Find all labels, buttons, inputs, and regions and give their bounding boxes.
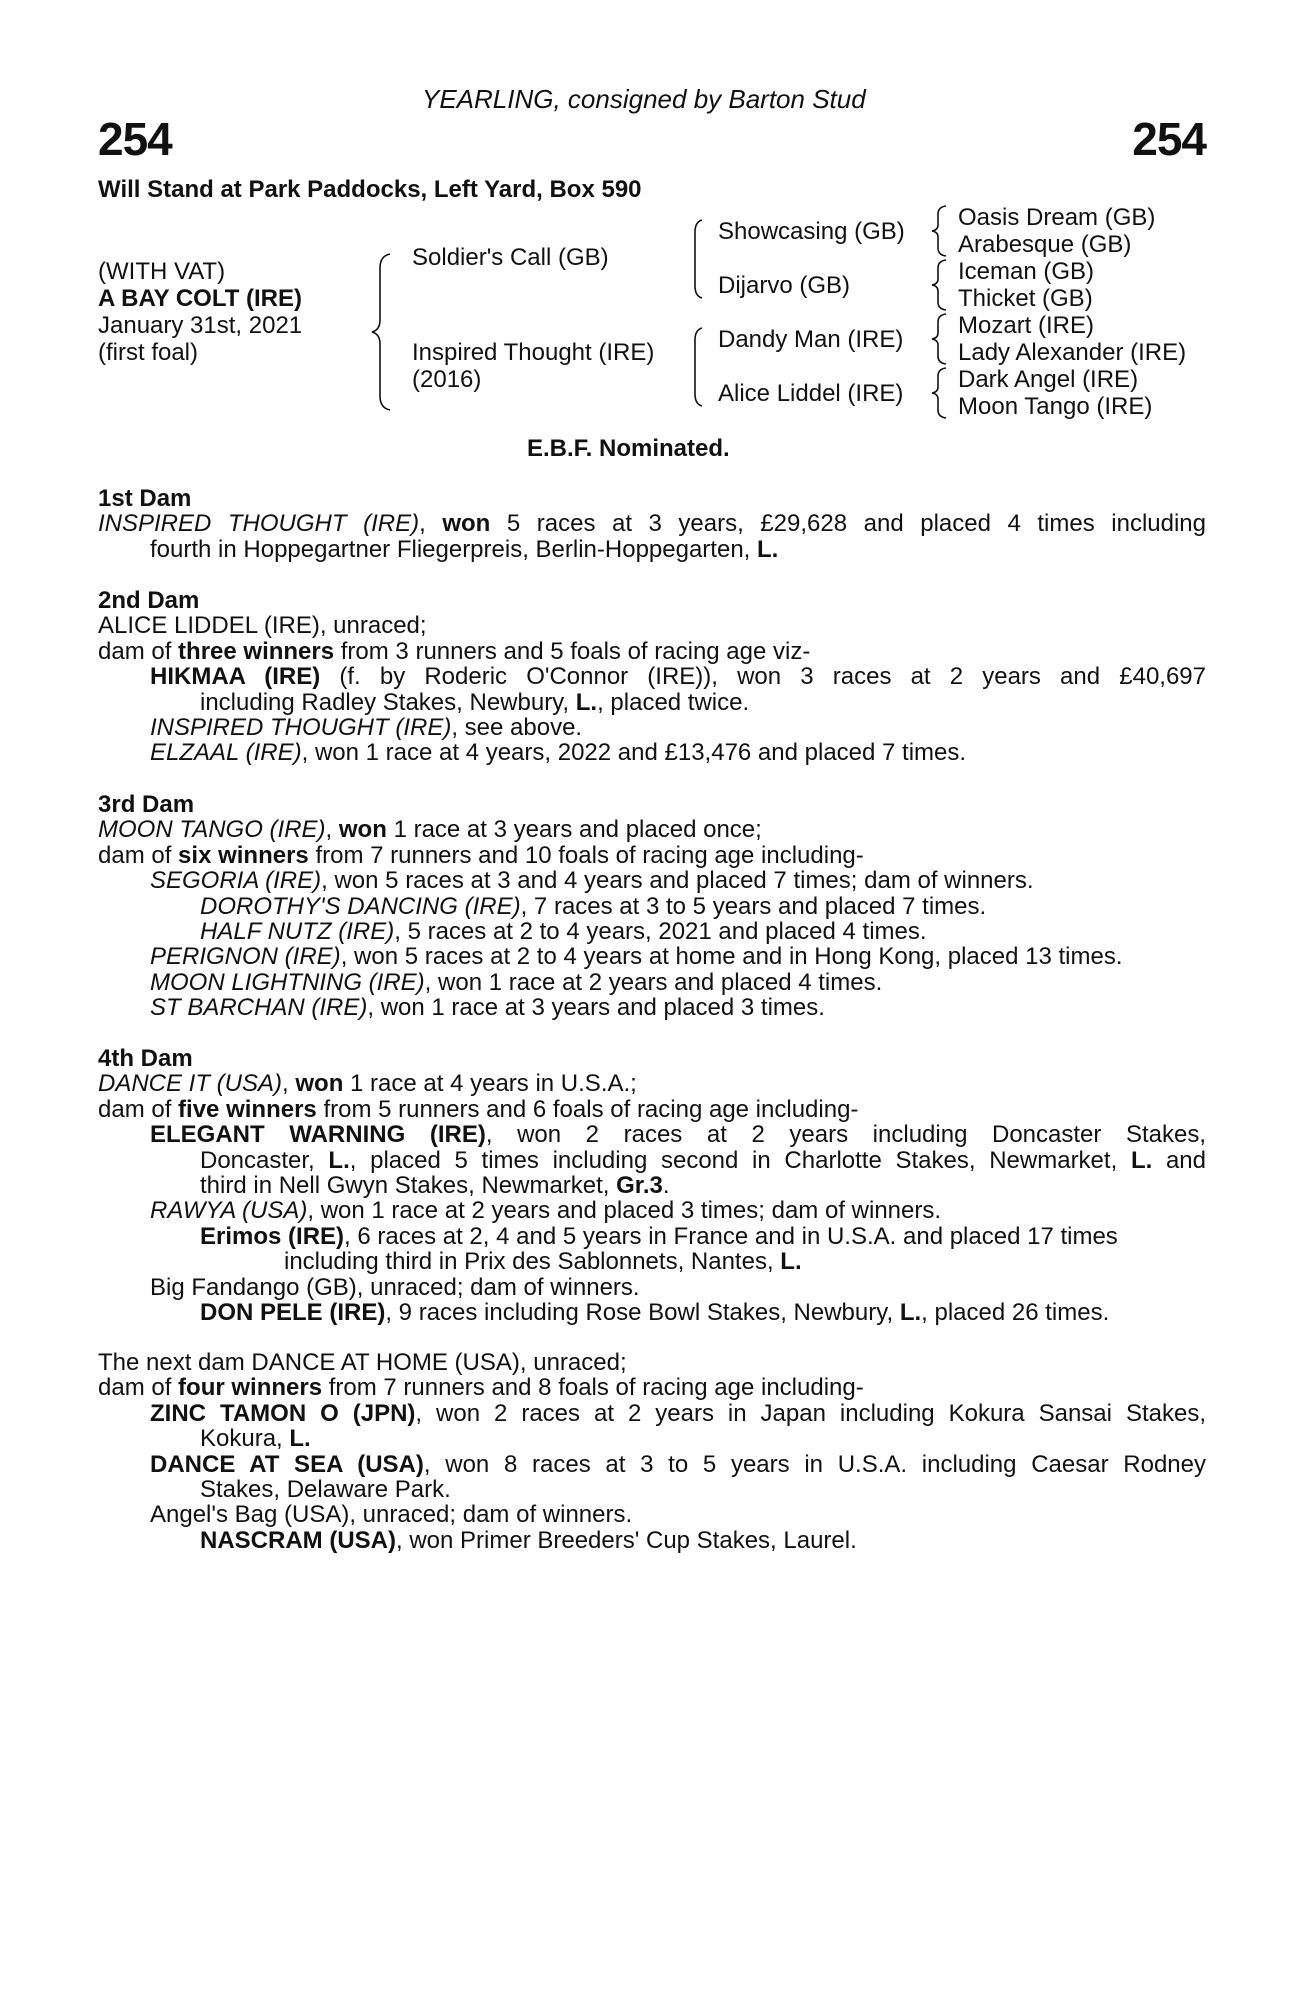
perignon-line xyxy=(98,944,1206,969)
won-label: won xyxy=(338,816,387,844)
fourth-dam-name: DANCE IT (USA) xyxy=(98,1070,283,1098)
don-pele-text1: , 9 races including Rose Bowl Stakes, Newbury, xyxy=(385,1299,894,1327)
third-dam-damof xyxy=(98,843,1206,868)
hikmaa-text2b: , placed twice. xyxy=(597,688,750,716)
elegant-text2b: , placed 5 times including second in Charlotte Stakes, Newmarket, xyxy=(349,1146,1118,1174)
third-dam-name: MOON TANGO (IRE) xyxy=(98,816,326,844)
hikmaa-text1: (f. by Roderic O'Connor (IRE)), won 3 races at 2 years and £40,697 xyxy=(339,663,1207,691)
das-text1: , won 8 races at 3 to 5 years in U.S.A. including Caesar Rodney xyxy=(423,1450,1206,1478)
don-pele-line xyxy=(98,1300,1206,1325)
perignon-name: PERIGNON (IRE) xyxy=(150,943,341,971)
perignon-text: , won 5 races at 2 to 4 years at home and in Hong Kong, placed 13 times. xyxy=(340,943,1123,971)
das-line1 xyxy=(98,1452,1206,1477)
listed-marker: L. xyxy=(780,1248,802,1276)
won-label: won xyxy=(442,510,491,538)
elegant-text2a: Doncaster, xyxy=(200,1146,315,1174)
won-label: won xyxy=(295,1070,344,1098)
das-name: DANCE AT SEA (USA) xyxy=(150,1450,424,1478)
first-dam-text1: 5 races at 3 years, £29,628 and placed 4 times including xyxy=(506,510,1206,538)
bracket-sire xyxy=(695,220,702,298)
group-marker: Gr.3 xyxy=(616,1172,663,1200)
comma: , xyxy=(325,816,333,844)
horse-name: A BAY COLT (IRE) xyxy=(98,285,303,312)
vat-note: (WITH VAT) xyxy=(98,258,226,285)
dam-dam: Alice Liddel (IRE) xyxy=(718,380,904,407)
don-pele-text2: , placed 26 times. xyxy=(921,1299,1110,1327)
listed-marker: L. xyxy=(899,1299,922,1327)
ebf-nomination: E.B.F. Nominated. xyxy=(527,435,730,462)
second-dam-line1: ALICE LIDDEL (IRE), unraced; xyxy=(98,612,427,640)
winners-count: four winners xyxy=(178,1374,323,1402)
second-dam-damof xyxy=(98,639,1206,664)
dorothy-line xyxy=(98,894,1206,919)
st-barchan-name: ST BARCHAN (IRE) xyxy=(150,994,368,1022)
elzaal-line xyxy=(98,740,1206,765)
dorothy-name: DOROTHY'S DANCING (IRE) xyxy=(200,892,521,920)
third-dam-text: 1 race at 3 years and placed once; xyxy=(393,816,762,844)
first-dam-line1: INSPIRED THOUGHT (IRE), won 5 races at 3 years, £29,628 and placed 4 times including xyxy=(98,510,1206,538)
st-barchan-text: , won 1 race at 3 years and placed 3 times. xyxy=(367,994,825,1022)
third-dam-section xyxy=(98,792,1206,1021)
fourth-dam-damof xyxy=(98,1097,1206,1122)
first-dam-heading: 1st Dam xyxy=(98,485,192,512)
bracket-gg4 xyxy=(932,368,946,418)
ggp-5: Mozart (IRE) xyxy=(958,312,1095,339)
sire-dam: Dijarvo (GB) xyxy=(718,272,851,299)
third-dam-heading: 3rd Dam xyxy=(98,791,195,818)
zinc-text2: Kokura, xyxy=(200,1425,283,1453)
ggp-1: Oasis Dream (GB) xyxy=(958,204,1156,231)
stand-location: Will Stand at Park Paddocks, Left Yard, Box 590 xyxy=(98,176,642,203)
dam-year: (2016) xyxy=(412,366,482,393)
nascram-text: , won Primer Breeders' Cup Stakes, Laurel. xyxy=(395,1526,857,1554)
first-dam-line2 xyxy=(98,537,1206,562)
elzaal-name: ELZAAL (IRE) xyxy=(150,739,302,767)
erimos-line1 xyxy=(98,1224,1206,1249)
second-dam-heading: 2nd Dam xyxy=(98,587,200,614)
segoria-line xyxy=(98,868,1206,893)
half-nutz-text: , 5 races at 2 to 4 years, 2021 and placed 4 times. xyxy=(394,918,927,946)
dam-of-label: dam of xyxy=(98,841,172,869)
elegant-name: ELEGANT WARNING (IRE) xyxy=(150,1121,486,1149)
dam-sire: Dandy Man (IRE) xyxy=(718,326,904,353)
hikmaa-line1 xyxy=(98,664,1206,689)
st-barchan-line xyxy=(98,995,1206,1020)
moon-lightning-text: , won 1 race at 2 years and placed 4 times. xyxy=(424,968,883,996)
segoria-name: SEGORIA (IRE) xyxy=(150,867,322,895)
big-fandango-line: Big Fandango (GB), unraced; dam of winners. xyxy=(150,1273,640,1301)
listed-marker: L. xyxy=(328,1146,350,1174)
listed-marker: L. xyxy=(289,1425,311,1453)
sire: Soldier's Call (GB) xyxy=(412,244,609,271)
dam-of-label: dam of xyxy=(98,1374,172,1402)
next-dam-line1: The next dam DANCE AT HOME (USA), unraced; xyxy=(98,1349,627,1376)
listed-marker: L. xyxy=(1130,1146,1153,1174)
dam-of-label: dam of xyxy=(98,1095,172,1123)
don-pele-name: DON PELE (IRE) xyxy=(200,1299,386,1327)
lot-number-right: 254 xyxy=(1132,113,1206,165)
hikmaa-line2 xyxy=(98,690,1206,715)
dam: Inspired Thought (IRE) xyxy=(412,339,655,366)
half-nutz-line xyxy=(98,919,1206,944)
next-dam-damof xyxy=(98,1375,1206,1400)
elegant-text3: third in Nell Gwyn Stakes, Newmarket, xyxy=(200,1172,610,1200)
erimos-name: Erimos (IRE) xyxy=(200,1222,345,1250)
fourth-dam-section xyxy=(98,1046,1206,1325)
moon-lightning-name: MOON LIGHTNING (IRE) xyxy=(150,968,425,996)
ggp-7: Dark Angel (IRE) xyxy=(958,366,1139,393)
winners-count: six winners xyxy=(178,841,309,869)
bracket-dam xyxy=(695,328,702,406)
elegant-line3 xyxy=(98,1173,1206,1198)
dorothy-text: , 7 races at 3 to 5 years and placed 7 times. xyxy=(520,892,987,920)
nascram-line xyxy=(98,1528,1206,1553)
zinc-name: ZINC TAMON O (JPN) xyxy=(150,1399,416,1427)
inspired-line xyxy=(98,715,1206,740)
listed-marker: L. xyxy=(575,688,598,716)
ggp-8: Moon Tango (IRE) xyxy=(958,393,1153,420)
bracket-main xyxy=(372,254,390,410)
ggp-3: Iceman (GB) xyxy=(958,258,1095,285)
elegant-line1 xyxy=(98,1122,1206,1147)
moon-lightning-line xyxy=(98,970,1206,995)
bracket-gg1 xyxy=(932,206,946,256)
angels-bag-line: Angel's Bag (USA), unraced; dam of winners. xyxy=(150,1501,633,1529)
first-dam-text2: fourth in Hoppegartner Fliegerpreis, Berlin-Hoppegarten, xyxy=(150,535,751,563)
dam-tail: from 5 runners and 6 foals of racing age including- xyxy=(323,1095,859,1123)
segoria-text: , won 5 races at 3 and 4 years and placed 7 times; dam of winners. xyxy=(321,867,1034,895)
sire-sire: Showcasing (GB) xyxy=(718,218,905,245)
elegant-line2 xyxy=(98,1148,1206,1173)
dam-of-label: dam of xyxy=(98,637,172,665)
winners-count: three winners xyxy=(178,637,335,665)
period: . xyxy=(662,1172,670,1200)
half-nutz-name: HALF NUTZ (IRE) xyxy=(200,918,395,946)
nascram-name: NASCRAM (USA) xyxy=(200,1526,396,1554)
rawya-text: , won 1 race at 2 years and placed 3 times; dam of winners. xyxy=(307,1197,942,1225)
ggp-4: Thicket (GB) xyxy=(958,285,1093,312)
fourth-dam-heading: 4th Dam xyxy=(98,1045,193,1072)
zinc-line2 xyxy=(98,1426,1206,1451)
bracket-gg2 xyxy=(932,260,946,310)
foal-note: (first foal) xyxy=(98,339,199,366)
zinc-line1 xyxy=(98,1401,1206,1426)
catalogue-header: YEARLING, consigned by Barton Stud xyxy=(422,84,866,114)
rawya-line xyxy=(98,1198,1206,1223)
next-dam-section xyxy=(98,1350,1206,1553)
elegant-text1: , won 2 races at 2 years including Doncaster Stakes, xyxy=(485,1121,1206,1149)
rawya-name: RAWYA (USA) xyxy=(150,1197,308,1225)
winners-count: five winners xyxy=(178,1095,317,1123)
elzaal-text: , won 1 race at 4 years, 2022 and £13,476 and placed 7 times. xyxy=(301,739,967,767)
dam-tail: from 7 runners and 8 foals of racing age including- xyxy=(328,1374,864,1402)
fourth-dam-text: 1 race at 4 years in U.S.A.; xyxy=(350,1070,637,1098)
erimos-line2 xyxy=(98,1249,1206,1274)
third-dam-line1 xyxy=(98,817,1206,842)
zinc-text1: , won 2 races at 2 years in Japan including Kokura Sansai Stakes, xyxy=(415,1399,1206,1427)
second-dam-section xyxy=(98,588,1206,766)
listed-marker: L. xyxy=(757,535,779,563)
elegant-text2c: and xyxy=(1165,1146,1206,1174)
bracket-gg3 xyxy=(932,314,946,364)
fourth-dam-line1 xyxy=(98,1071,1206,1096)
das-line2: Stakes, Delaware Park. xyxy=(200,1476,451,1504)
inspired-name: INSPIRED THOUGHT (IRE) xyxy=(150,714,452,742)
dam-tail: from 3 runners and 5 foals of racing age viz- xyxy=(340,637,811,665)
pedigree-brackets xyxy=(0,0,1314,460)
erimos-text2: including third in Prix des Sablonnets, Nantes, xyxy=(284,1248,774,1276)
ggp-6: Lady Alexander (IRE) xyxy=(958,339,1187,366)
inspired-text: , see above. xyxy=(451,714,583,742)
dam-tail: from 7 runners and 10 foals of racing age including- xyxy=(315,841,864,869)
hikmaa-text2a: including Radley Stakes, Newbury, xyxy=(200,688,570,716)
hikmaa-name: HIKMAA (IRE) xyxy=(150,663,321,691)
foaling-date: January 31st, 2021 xyxy=(98,312,303,339)
ggp-2: Arabesque (GB) xyxy=(958,231,1132,258)
first-dam-section xyxy=(98,486,1206,562)
erimos-text1: , 6 races at 2, 4 and 5 years in France and in U.S.A. and placed 17 times xyxy=(344,1222,1118,1250)
lot-number-left: 254 xyxy=(98,113,172,165)
comma: , xyxy=(282,1070,289,1098)
first-dam-name: INSPIRED THOUGHT (IRE) xyxy=(98,510,420,538)
